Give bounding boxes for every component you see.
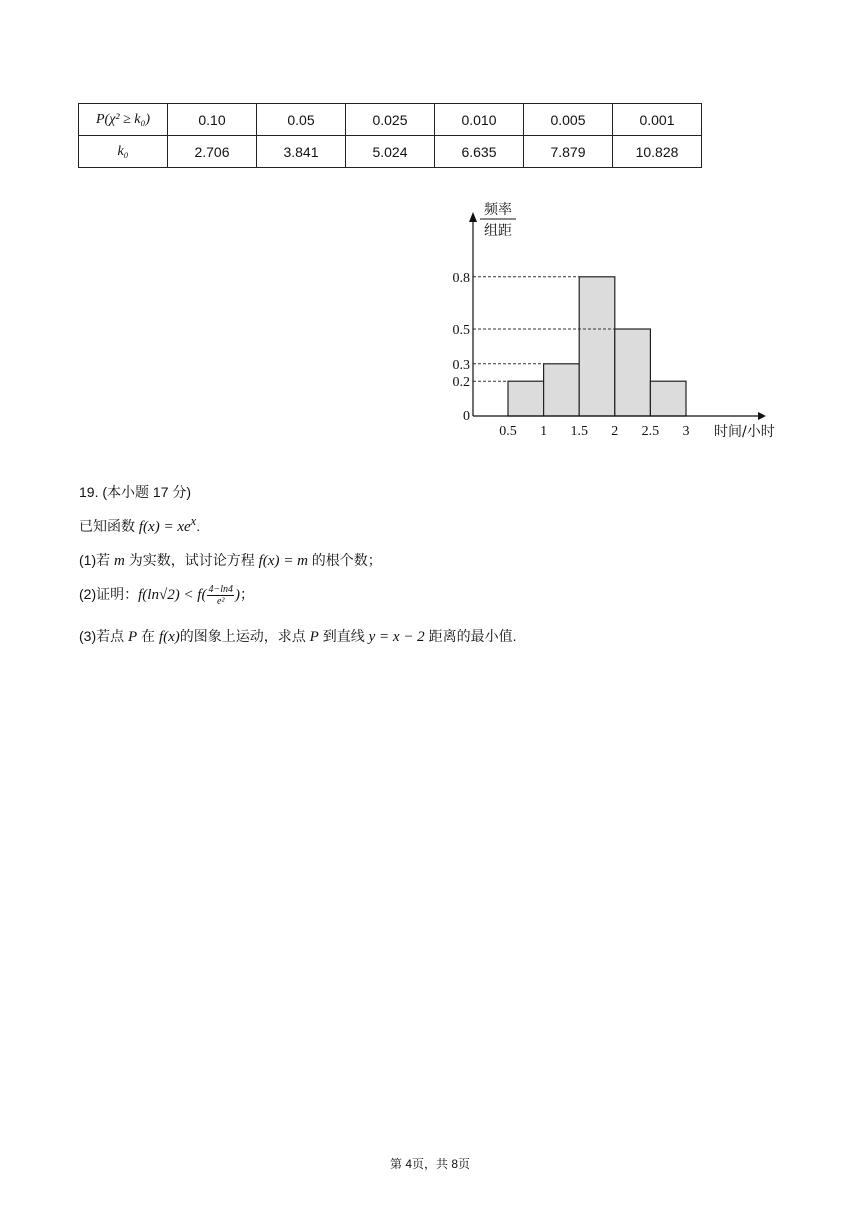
x-tick-label: 1.5 bbox=[570, 424, 588, 439]
frequency-histogram bbox=[440, 198, 790, 448]
x-tick-label: 2.5 bbox=[641, 424, 660, 439]
histogram-bar bbox=[650, 381, 686, 416]
x-tick-label: 3 bbox=[682, 424, 690, 439]
p-value-cell: 0.010 bbox=[435, 104, 524, 136]
y-tick-label: 0.5 bbox=[452, 323, 470, 338]
x-tick-label: 0.5 bbox=[499, 424, 517, 439]
histogram-bar bbox=[615, 329, 651, 416]
histogram-bar bbox=[544, 364, 580, 416]
table-row bbox=[79, 104, 702, 136]
k-value-cell: 7.879 bbox=[524, 136, 613, 168]
question-part-2: (2)证明：f(ln√2) < f( $\frac{4-\ln 4}{\text{e²}}$ )； bbox=[79, 584, 254, 607]
function-definition: $f(x) = xe^x$ bbox=[138, 514, 197, 535]
question-title: 19. (本小题 17 分) bbox=[79, 484, 192, 500]
fraction: $\frac{4-\ln 4}{\text{e²}}$ bbox=[208, 584, 233, 607]
p-value-cell: 0.10 bbox=[168, 104, 257, 136]
x-tick-label: 1 bbox=[540, 424, 548, 439]
k-value-cell: 10.828 bbox=[613, 136, 702, 168]
p-value-cell: 0.005 bbox=[524, 104, 613, 136]
y-axis-arrow bbox=[469, 212, 477, 222]
p-value-cell: 0.001 bbox=[613, 104, 702, 136]
k-value-cell: 3.841 bbox=[257, 136, 346, 168]
row-label-p: P(χ² ≥ k₀) bbox=[79, 104, 168, 136]
y-tick-label: 0.8 bbox=[452, 270, 470, 286]
histogram-bar bbox=[508, 381, 544, 416]
y-axis-label-denominator: 组距 bbox=[484, 223, 512, 239]
row-label-k: k₀ bbox=[79, 136, 168, 168]
question-intro: 已知函数 $f(x) = xe^x$. bbox=[79, 514, 201, 535]
question-part-3: (3)若点 P 在 f(x)的图象上运动，求点 P 到直线 y = x − 2 距离的最小值. bbox=[79, 628, 517, 645]
y-axis-label-numerator: 频率 bbox=[484, 202, 512, 218]
x-axis-arrow bbox=[758, 412, 766, 420]
page-footer: 第 4页，共 8页 bbox=[389, 1157, 471, 1171]
k-value-cell: 6.635 bbox=[435, 136, 524, 168]
p-value-cell: 0.05 bbox=[257, 104, 346, 136]
critical-value-table bbox=[78, 103, 702, 168]
k-value-cell: 2.706 bbox=[168, 136, 257, 168]
y-tick-label: 0.3 bbox=[452, 357, 470, 373]
p-value-cell: 0.025 bbox=[346, 104, 435, 136]
histogram-bar bbox=[579, 277, 615, 416]
y-tick-label: 0.2 bbox=[452, 375, 470, 391]
x-tick-label: 2 bbox=[611, 424, 619, 439]
y-tick-label: 0 bbox=[463, 409, 470, 424]
k-value-cell: 5.024 bbox=[346, 136, 435, 168]
table-row bbox=[79, 136, 702, 168]
question-part-1: (1)若 m 为实数，试讨论方程 f(x) = m 的根个数； bbox=[79, 552, 382, 569]
x-axis-label: 时间/小时 bbox=[714, 424, 775, 440]
